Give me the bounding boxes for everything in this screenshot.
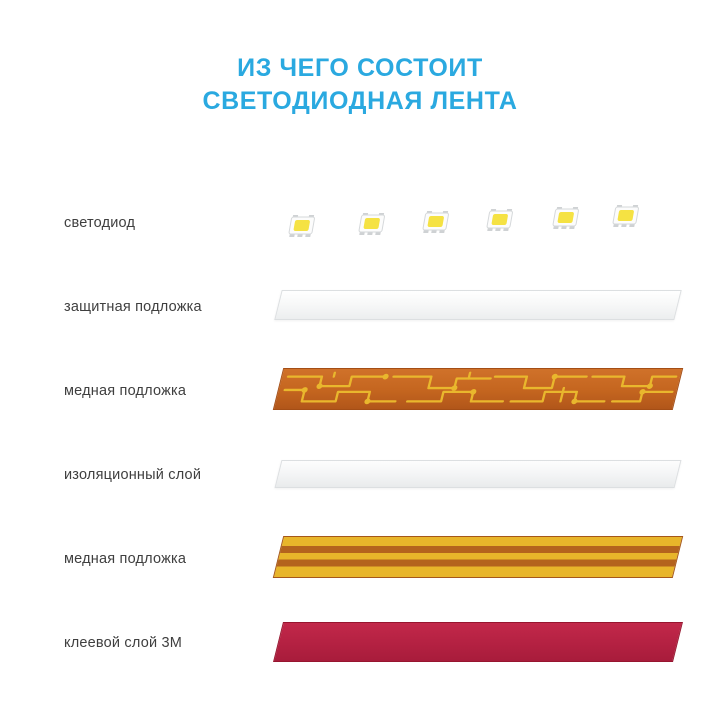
page-title-line-1: ИЗ ЧЕГО СОСТОИТ (237, 54, 483, 82)
pcb-traces-icon (274, 369, 682, 409)
layer-label-copper-pcb: медная подложка (64, 383, 187, 399)
copper-stripes-shape (273, 536, 683, 578)
led-chip-icon (422, 206, 456, 240)
layer-label-insulation: изоляционный слой (64, 467, 202, 483)
layer-label-copper-stripes: медная подложка (64, 551, 187, 567)
layer-art-copper-stripes (270, 516, 690, 602)
led-array (270, 180, 690, 266)
layer-label-led: светодиод (64, 215, 136, 231)
insulation-plate-shape (275, 460, 682, 488)
layer-art-copper-pcb (270, 348, 690, 434)
layer-row-protective (0, 264, 720, 350)
layer-row-led (0, 180, 720, 266)
led-chip-icon (358, 208, 392, 242)
led-strip-exploded-diagram (0, 180, 720, 680)
adhesive-layer-shape (273, 622, 683, 662)
layer-row-insulation (0, 432, 720, 518)
layer-art-protective (270, 264, 690, 350)
layer-art-adhesive (270, 600, 690, 686)
led-chip-icon (486, 204, 520, 238)
layer-art-insulation (270, 432, 690, 518)
page-title (0, 52, 720, 118)
layer-row-copper-stripes (0, 516, 720, 602)
led-chip-icon (288, 210, 322, 244)
protective-plate-shape (274, 290, 681, 320)
layer-label-adhesive: клеевой слой 3М (64, 635, 183, 651)
layer-row-copper-pcb (0, 348, 720, 434)
led-chip-icon (612, 200, 646, 234)
copper-pcb-shape (273, 368, 683, 410)
page-title-line-2: СВЕТОДИОДНАЯ ЛЕНТА (202, 87, 518, 115)
layer-row-adhesive (0, 600, 720, 686)
led-chip-icon (552, 202, 586, 236)
layer-label-protective: защитная подложка (64, 299, 202, 315)
